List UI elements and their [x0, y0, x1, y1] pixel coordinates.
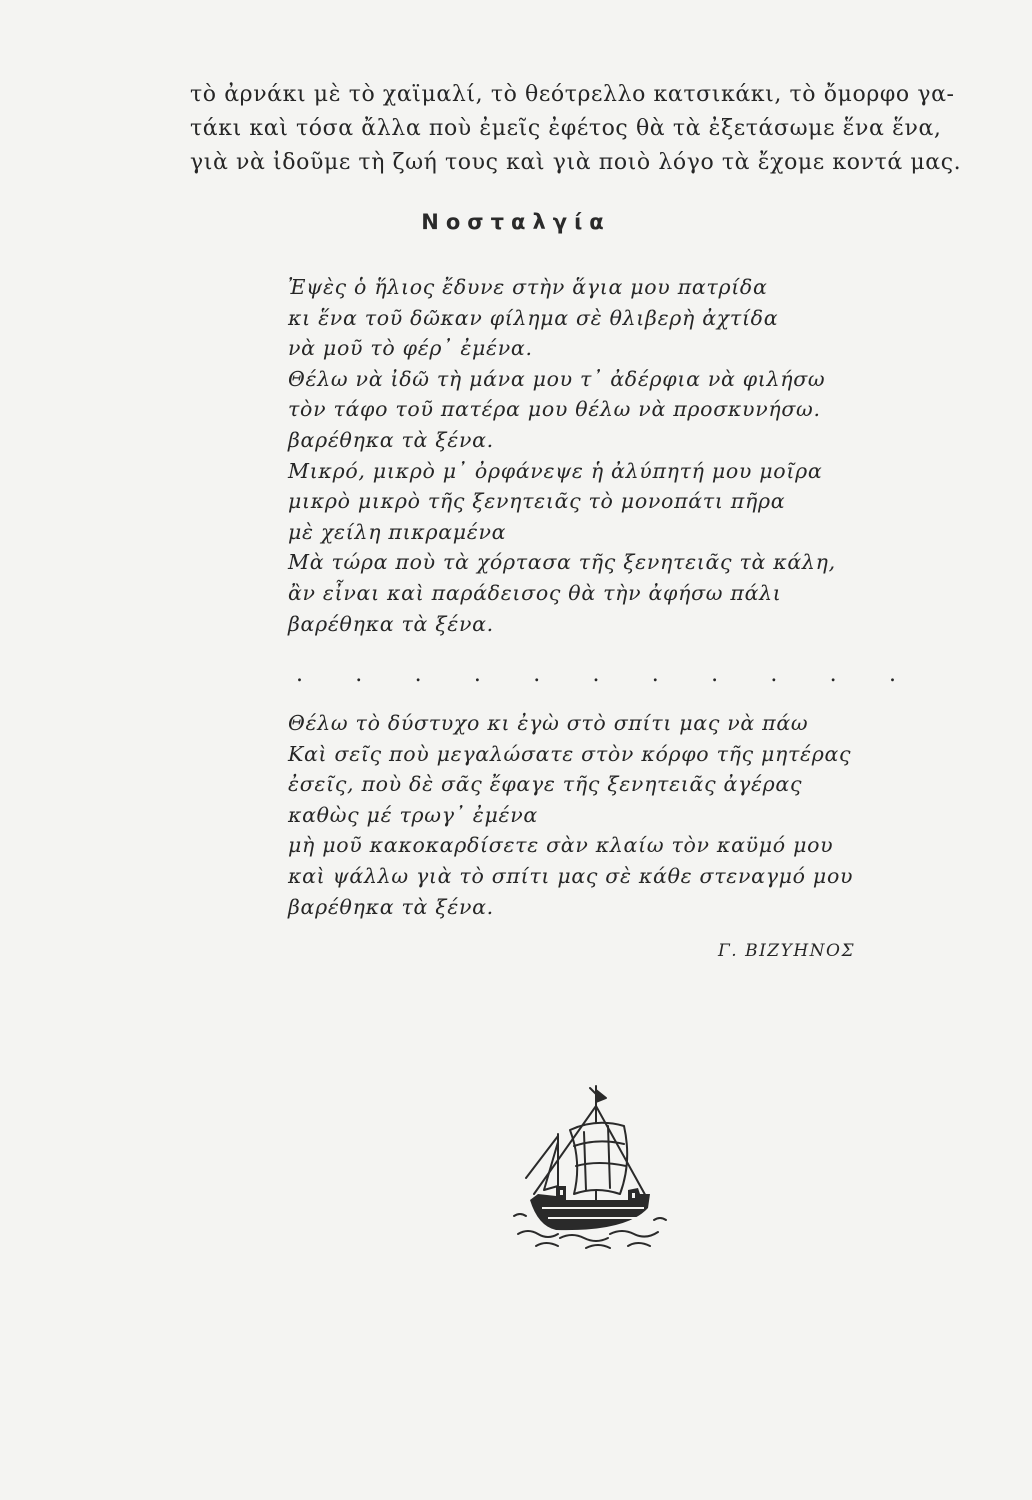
poem-line: νὰ μοῦ τὸ φέρ᾽ ἐμένα.: [288, 336, 533, 361]
intro-line: τὸ ἀρνάκι μὲ τὸ χαϊμαλί, τὸ θεότρελλο κατσικάκι, τὸ ὄμορφο γα-: [190, 82, 955, 107]
poem-line: ἂν εἶναι καὶ παράδεισος θὰ τὴν ἀφήσω πάλι: [288, 580, 782, 605]
ellipsis-divider: . . . . . . . . . . .: [296, 662, 896, 687]
poem-line: καθὼς μέ τρωγ᾽ ἐμένα: [288, 802, 538, 827]
poem-line: κι ἕνα τοῦ δῶκαν φίλημα σὲ θλιβερὴ ἀχτίδα: [288, 305, 779, 330]
poem-title: Νοσταλγία: [421, 210, 611, 234]
intro-line: γιὰ νὰ ἰδοῦμε τὴ ζωή τους καὶ γιὰ ποιὸ λόγο τὰ ἔχομε κοντά μας.: [190, 150, 962, 175]
poem-line: Μικρό, μικρὸ μ᾽ ὀρφάνεψε ἡ ἀλύπητή μου μοῖρα: [288, 458, 823, 483]
poem-line: Ἐψὲς ὁ ἥλιος ἔδυνε στὴν ἅγια μου πατρίδα: [288, 275, 768, 299]
poem-line: μὴ μοῦ κακοκαρδίσετε σὰν κλαίω τὸν καϋμό μου: [288, 833, 834, 858]
poem-line: βαρέθηκα τὰ ξένα.: [288, 894, 494, 919]
intro-line: τάκι καὶ τόσα ἄλλα ποὺ ἐμεῖς ἐφέτος θὰ τὰ ἐξετάσωμε ἕνα ἕνα,: [190, 116, 942, 141]
intro-paragraph: [190, 78, 990, 180]
poem-line: τὸν τάφο τοῦ πατέρα μου θέλω νὰ προσκυνήσω.: [288, 397, 821, 422]
poem-line: μὲ χείλη πικραμένα: [288, 519, 507, 544]
poem-line: μικρὸ μικρὸ τῆς ξενητειᾶς τὸ μονοπάτι πῆρα: [288, 489, 786, 514]
poem-line: Καὶ σεῖς ποὺ μεγαλώσατε στὸν κόρφο τῆς μητέρας: [288, 741, 852, 766]
author-signature: Γ. ΒΙΖΥΗΝΟΣ: [718, 941, 856, 961]
sailing-ship-icon: [500, 1082, 680, 1262]
poem-line: βαρέθηκα τὰ ξένα.: [288, 611, 494, 636]
poem-line: Μὰ τώρα ποὺ τὰ χόρτασα τῆς ξενητειᾶς τὰ κάλη,: [288, 550, 836, 575]
poem-line: Θέλω νὰ ἰδῶ τὴ μάνα μου τ᾽ ἀδέρφια νὰ φιλήσω: [288, 366, 826, 391]
poem-line: Θέλω τὸ δύστυχο κι ἐγὼ στὸ σπίτι μας νὰ πάω: [288, 711, 809, 735]
poem-line: ἐσεῖς, ποὺ δὲ σᾶς ἔφαγε τῆς ξενητειᾶς ἀγέρας: [288, 772, 803, 797]
poem-stanza-2: [288, 708, 908, 922]
poem-stanza-1: [288, 272, 908, 639]
poem-line: βαρέθηκα τὰ ξένα.: [288, 427, 494, 452]
poem-line: καὶ ψάλλω γιὰ τὸ σπίτι μας σὲ κάθε στεναγμό μου: [288, 863, 854, 888]
